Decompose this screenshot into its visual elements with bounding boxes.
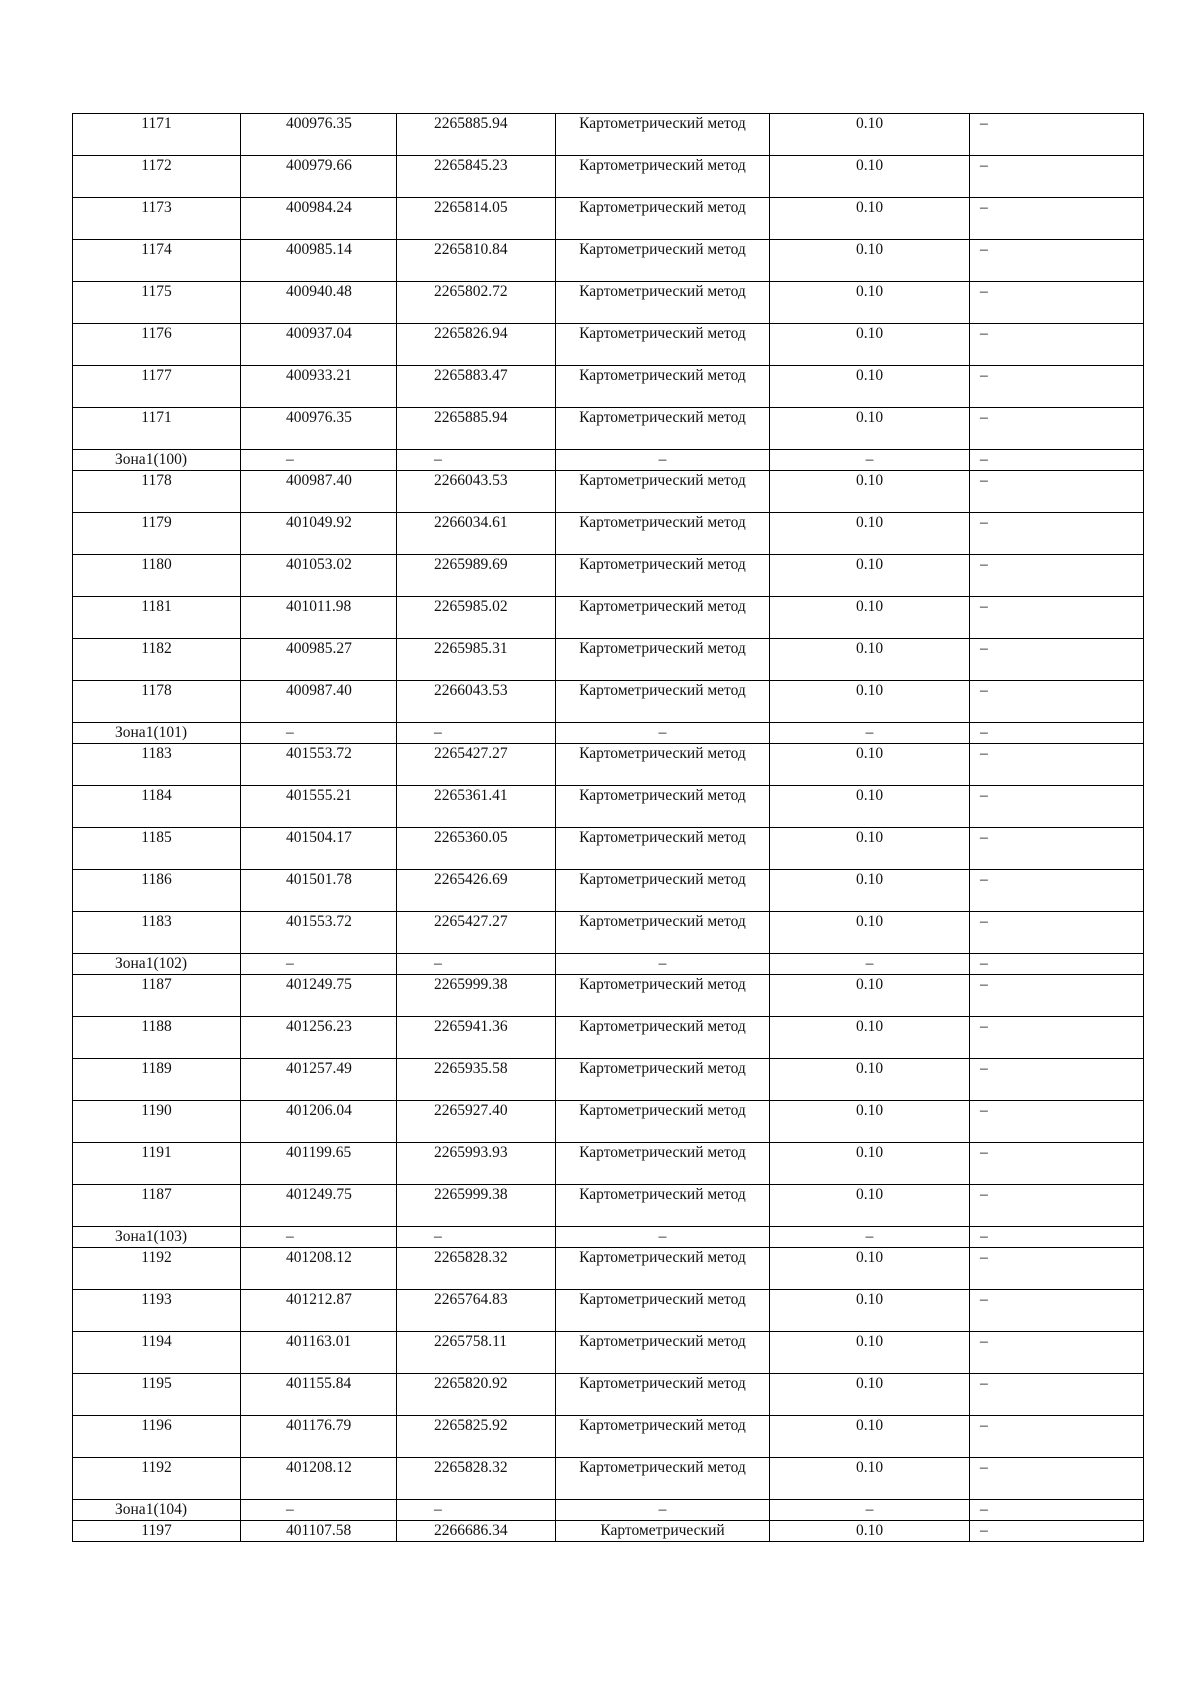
point-number-cell: 1182 — [73, 639, 241, 681]
x-coordinate-cell: 401501.78 — [241, 870, 397, 912]
method-cell: Картометрический метод — [556, 366, 770, 408]
method-cell: Картометрический метод — [556, 555, 770, 597]
method-cell: Картометрический метод — [556, 597, 770, 639]
y-coordinate-cell: 2265427.27 — [397, 912, 556, 954]
y-coordinate-cell: – — [397, 450, 556, 471]
zone-label-cell: Зона1(101) — [73, 723, 241, 744]
x-coordinate-cell: 400987.40 — [241, 471, 397, 513]
y-coordinate-cell: 2265802.72 — [397, 282, 556, 324]
y-coordinate-cell: – — [397, 723, 556, 744]
x-coordinate-cell: 401208.12 — [241, 1248, 397, 1290]
x-coordinate-cell: – — [241, 1227, 397, 1248]
method-cell: – — [556, 450, 770, 471]
accuracy-cell: – — [770, 450, 970, 471]
accuracy-cell: – — [770, 1227, 970, 1248]
y-coordinate-cell: 2265764.83 — [397, 1290, 556, 1332]
point-number-cell: 1191 — [73, 1143, 241, 1185]
x-coordinate-cell: – — [241, 450, 397, 471]
note-cell: – — [970, 975, 1144, 1017]
accuracy-cell: 0.10 — [770, 1101, 970, 1143]
table-row — [73, 1521, 1144, 1542]
accuracy-cell: 0.10 — [770, 870, 970, 912]
zone-label-cell: Зона1(102) — [73, 954, 241, 975]
x-coordinate-cell: 401155.84 — [241, 1374, 397, 1416]
table-row — [73, 1458, 1144, 1500]
accuracy-cell: 0.10 — [770, 555, 970, 597]
x-coordinate-cell: 401257.49 — [241, 1059, 397, 1101]
point-number-cell: 1171 — [73, 114, 241, 156]
zone-label-cell: Зона1(100) — [73, 450, 241, 471]
y-coordinate-cell: – — [397, 1227, 556, 1248]
accuracy-cell: 0.10 — [770, 1416, 970, 1458]
x-coordinate-cell: 401249.75 — [241, 1185, 397, 1227]
method-cell: Картометрический метод — [556, 1374, 770, 1416]
accuracy-cell: 0.10 — [770, 366, 970, 408]
point-number-cell: 1184 — [73, 786, 241, 828]
note-cell: – — [970, 1458, 1144, 1500]
y-coordinate-cell: 2265826.94 — [397, 324, 556, 366]
table-row — [73, 1143, 1144, 1185]
table-row — [73, 975, 1144, 1017]
method-cell: – — [556, 954, 770, 975]
y-coordinate-cell: 2266043.53 — [397, 681, 556, 723]
y-coordinate-cell: 2265427.27 — [397, 744, 556, 786]
accuracy-cell: 0.10 — [770, 156, 970, 198]
zone-header-row — [73, 723, 1144, 744]
accuracy-cell: – — [770, 954, 970, 975]
x-coordinate-cell: 400987.40 — [241, 681, 397, 723]
accuracy-cell: 0.10 — [770, 1458, 970, 1500]
method-cell: Картометрический метод — [556, 282, 770, 324]
zone-header-row — [73, 450, 1144, 471]
method-cell: Картометрический метод — [556, 1101, 770, 1143]
table-row — [73, 1059, 1144, 1101]
note-cell: – — [970, 1185, 1144, 1227]
note-cell: – — [970, 198, 1144, 240]
table-row — [73, 513, 1144, 555]
y-coordinate-cell: 2265825.92 — [397, 1416, 556, 1458]
x-coordinate-cell: – — [241, 1500, 397, 1521]
note-cell: – — [970, 639, 1144, 681]
x-coordinate-cell: 401107.58 — [241, 1521, 397, 1542]
y-coordinate-cell: 2265810.84 — [397, 240, 556, 282]
y-coordinate-cell: – — [397, 1500, 556, 1521]
method-cell: Картометрический метод — [556, 744, 770, 786]
note-cell: – — [970, 1374, 1144, 1416]
accuracy-cell: 0.10 — [770, 786, 970, 828]
note-cell: – — [970, 450, 1144, 471]
method-cell: – — [556, 1500, 770, 1521]
method-cell: Картометрический метод — [556, 1059, 770, 1101]
y-coordinate-cell: 2265941.36 — [397, 1017, 556, 1059]
note-cell: – — [970, 1290, 1144, 1332]
x-coordinate-cell: 401011.98 — [241, 597, 397, 639]
accuracy-cell: 0.10 — [770, 681, 970, 723]
point-number-cell: 1175 — [73, 282, 241, 324]
table-row — [73, 408, 1144, 450]
note-cell: – — [970, 870, 1144, 912]
note-cell: – — [970, 1521, 1144, 1542]
point-number-cell: 1196 — [73, 1416, 241, 1458]
point-number-cell: 1178 — [73, 681, 241, 723]
x-coordinate-cell: 401212.87 — [241, 1290, 397, 1332]
zone-header-row — [73, 1500, 1144, 1521]
method-cell: Картометрический метод — [556, 828, 770, 870]
point-number-cell: 1195 — [73, 1374, 241, 1416]
accuracy-cell: 0.10 — [770, 471, 970, 513]
table-row — [73, 639, 1144, 681]
point-number-cell: 1192 — [73, 1248, 241, 1290]
point-number-cell: 1183 — [73, 744, 241, 786]
y-coordinate-cell: 2265885.94 — [397, 408, 556, 450]
accuracy-cell: 0.10 — [770, 639, 970, 681]
note-cell: – — [970, 912, 1144, 954]
x-coordinate-cell: – — [241, 723, 397, 744]
point-number-cell: 1176 — [73, 324, 241, 366]
point-number-cell: 1173 — [73, 198, 241, 240]
zone-label-cell: Зона1(103) — [73, 1227, 241, 1248]
x-coordinate-cell: 401199.65 — [241, 1143, 397, 1185]
y-coordinate-cell: 2265883.47 — [397, 366, 556, 408]
method-cell: Картометрический — [556, 1521, 770, 1542]
table-row — [73, 240, 1144, 282]
point-number-cell: 1172 — [73, 156, 241, 198]
note-cell: – — [970, 156, 1144, 198]
accuracy-cell: 0.10 — [770, 198, 970, 240]
table-row — [73, 912, 1144, 954]
method-cell: Картометрический метод — [556, 471, 770, 513]
accuracy-cell: 0.10 — [770, 975, 970, 1017]
y-coordinate-cell: 2265361.41 — [397, 786, 556, 828]
note-cell: – — [970, 1332, 1144, 1374]
table-row — [73, 744, 1144, 786]
x-coordinate-cell: 400976.35 — [241, 408, 397, 450]
table-row — [73, 471, 1144, 513]
point-number-cell: 1185 — [73, 828, 241, 870]
y-coordinate-cell: 2265828.32 — [397, 1248, 556, 1290]
method-cell: Картометрический метод — [556, 1416, 770, 1458]
note-cell: – — [970, 366, 1144, 408]
point-number-cell: 1174 — [73, 240, 241, 282]
point-number-cell: 1197 — [73, 1521, 241, 1542]
accuracy-cell: 0.10 — [770, 1143, 970, 1185]
zone-header-row — [73, 1227, 1144, 1248]
accuracy-cell: 0.10 — [770, 1248, 970, 1290]
point-number-cell: 1188 — [73, 1017, 241, 1059]
table-body — [73, 114, 1144, 1542]
table-row — [73, 870, 1144, 912]
y-coordinate-cell: 2265885.94 — [397, 114, 556, 156]
note-cell: – — [970, 1017, 1144, 1059]
point-number-cell: 1180 — [73, 555, 241, 597]
x-coordinate-cell: 400933.21 — [241, 366, 397, 408]
x-coordinate-cell: 401206.04 — [241, 1101, 397, 1143]
y-coordinate-cell: 2265758.11 — [397, 1332, 556, 1374]
table-row — [73, 366, 1144, 408]
method-cell: Картометрический метод — [556, 1458, 770, 1500]
table-row — [73, 1290, 1144, 1332]
accuracy-cell: 0.10 — [770, 1059, 970, 1101]
table-row — [73, 1185, 1144, 1227]
y-coordinate-cell: 2266043.53 — [397, 471, 556, 513]
x-coordinate-cell: 401553.72 — [241, 744, 397, 786]
note-cell: – — [970, 744, 1144, 786]
method-cell: Картометрический метод — [556, 240, 770, 282]
x-coordinate-cell: 401208.12 — [241, 1458, 397, 1500]
table-row — [73, 555, 1144, 597]
point-number-cell: 1193 — [73, 1290, 241, 1332]
method-cell: Картометрический метод — [556, 1290, 770, 1332]
table-row — [73, 1248, 1144, 1290]
x-coordinate-cell: 401053.02 — [241, 555, 397, 597]
note-cell: – — [970, 786, 1144, 828]
point-number-cell: 1183 — [73, 912, 241, 954]
accuracy-cell: 0.10 — [770, 240, 970, 282]
point-number-cell: 1181 — [73, 597, 241, 639]
note-cell: – — [970, 681, 1144, 723]
zone-label-cell: Зона1(104) — [73, 1500, 241, 1521]
accuracy-cell: 0.10 — [770, 912, 970, 954]
y-coordinate-cell: 2266034.61 — [397, 513, 556, 555]
x-coordinate-cell: 401049.92 — [241, 513, 397, 555]
note-cell: – — [970, 513, 1144, 555]
accuracy-cell: 0.10 — [770, 1017, 970, 1059]
point-number-cell: 1178 — [73, 471, 241, 513]
table-row — [73, 1332, 1144, 1374]
method-cell: Картометрический метод — [556, 198, 770, 240]
point-number-cell: 1187 — [73, 1185, 241, 1227]
accuracy-cell: 0.10 — [770, 828, 970, 870]
accuracy-cell: 0.10 — [770, 513, 970, 555]
x-coordinate-cell: 401163.01 — [241, 1332, 397, 1374]
method-cell: Картометрический метод — [556, 786, 770, 828]
y-coordinate-cell: 2265999.38 — [397, 1185, 556, 1227]
note-cell: – — [970, 1500, 1144, 1521]
y-coordinate-cell: 2265985.31 — [397, 639, 556, 681]
x-coordinate-cell: – — [241, 954, 397, 975]
x-coordinate-cell: 400985.27 — [241, 639, 397, 681]
table-row — [73, 1416, 1144, 1458]
accuracy-cell: 0.10 — [770, 1332, 970, 1374]
table-row — [73, 198, 1144, 240]
note-cell: – — [970, 1227, 1144, 1248]
point-number-cell: 1171 — [73, 408, 241, 450]
method-cell: – — [556, 1227, 770, 1248]
x-coordinate-cell: 401504.17 — [241, 828, 397, 870]
method-cell: Картометрический метод — [556, 1332, 770, 1374]
table-row — [73, 156, 1144, 198]
accuracy-cell: 0.10 — [770, 1290, 970, 1332]
note-cell: – — [970, 828, 1144, 870]
x-coordinate-cell: 400985.14 — [241, 240, 397, 282]
x-coordinate-cell: 400976.35 — [241, 114, 397, 156]
method-cell: Картометрический метод — [556, 1017, 770, 1059]
method-cell: Картометрический метод — [556, 870, 770, 912]
y-coordinate-cell: 2266686.34 — [397, 1521, 556, 1542]
accuracy-cell: – — [770, 723, 970, 744]
note-cell: – — [970, 324, 1144, 366]
table-row — [73, 324, 1144, 366]
y-coordinate-cell: 2265927.40 — [397, 1101, 556, 1143]
method-cell: – — [556, 723, 770, 744]
y-coordinate-cell: 2265985.02 — [397, 597, 556, 639]
note-cell: – — [970, 1248, 1144, 1290]
method-cell: Картометрический метод — [556, 513, 770, 555]
accuracy-cell: 0.10 — [770, 1521, 970, 1542]
table-row — [73, 597, 1144, 639]
accuracy-cell: 0.10 — [770, 1185, 970, 1227]
method-cell: Картометрический метод — [556, 1185, 770, 1227]
method-cell: Картометрический метод — [556, 1248, 770, 1290]
method-cell: Картометрический метод — [556, 114, 770, 156]
x-coordinate-cell: 400937.04 — [241, 324, 397, 366]
point-number-cell: 1186 — [73, 870, 241, 912]
point-number-cell: 1177 — [73, 366, 241, 408]
note-cell: – — [970, 1059, 1144, 1101]
note-cell: – — [970, 954, 1144, 975]
point-number-cell: 1192 — [73, 1458, 241, 1500]
point-number-cell: 1187 — [73, 975, 241, 1017]
table-row — [73, 114, 1144, 156]
y-coordinate-cell: 2265993.93 — [397, 1143, 556, 1185]
table-row — [73, 1374, 1144, 1416]
y-coordinate-cell: 2265999.38 — [397, 975, 556, 1017]
accuracy-cell: 0.10 — [770, 744, 970, 786]
note-cell: – — [970, 1416, 1144, 1458]
note-cell: – — [970, 555, 1144, 597]
x-coordinate-cell: 400984.24 — [241, 198, 397, 240]
y-coordinate-cell: 2265828.32 — [397, 1458, 556, 1500]
method-cell: Картометрический метод — [556, 408, 770, 450]
y-coordinate-cell: 2265820.92 — [397, 1374, 556, 1416]
accuracy-cell: 0.10 — [770, 597, 970, 639]
x-coordinate-cell: 400940.48 — [241, 282, 397, 324]
note-cell: – — [970, 471, 1144, 513]
note-cell: – — [970, 240, 1144, 282]
zone-header-row — [73, 954, 1144, 975]
method-cell: Картометрический метод — [556, 324, 770, 366]
x-coordinate-cell: 401256.23 — [241, 1017, 397, 1059]
table-row — [73, 828, 1144, 870]
note-cell: – — [970, 282, 1144, 324]
point-number-cell: 1190 — [73, 1101, 241, 1143]
accuracy-cell: 0.10 — [770, 408, 970, 450]
table-row — [73, 1017, 1144, 1059]
x-coordinate-cell: 401553.72 — [241, 912, 397, 954]
y-coordinate-cell: – — [397, 954, 556, 975]
y-coordinate-cell: 2265426.69 — [397, 870, 556, 912]
note-cell: – — [970, 114, 1144, 156]
x-coordinate-cell: 401249.75 — [241, 975, 397, 1017]
method-cell: Картометрический метод — [556, 681, 770, 723]
accuracy-cell: 0.10 — [770, 114, 970, 156]
x-coordinate-cell: 400979.66 — [241, 156, 397, 198]
note-cell: – — [970, 597, 1144, 639]
table-row — [73, 681, 1144, 723]
method-cell: Картометрический метод — [556, 1143, 770, 1185]
note-cell: – — [970, 1143, 1144, 1185]
x-coordinate-cell: 401555.21 — [241, 786, 397, 828]
accuracy-cell: 0.10 — [770, 282, 970, 324]
table-row — [73, 1101, 1144, 1143]
method-cell: Картометрический метод — [556, 156, 770, 198]
method-cell: Картометрический метод — [556, 639, 770, 681]
method-cell: Картометрический метод — [556, 912, 770, 954]
table-row — [73, 282, 1144, 324]
y-coordinate-cell: 2265814.05 — [397, 198, 556, 240]
y-coordinate-cell: 2265989.69 — [397, 555, 556, 597]
point-number-cell: 1179 — [73, 513, 241, 555]
coordinates-table — [72, 113, 1144, 1542]
note-cell: – — [970, 1101, 1144, 1143]
y-coordinate-cell: 2265935.58 — [397, 1059, 556, 1101]
y-coordinate-cell: 2265360.05 — [397, 828, 556, 870]
point-number-cell: 1189 — [73, 1059, 241, 1101]
table-row — [73, 786, 1144, 828]
x-coordinate-cell: 401176.79 — [241, 1416, 397, 1458]
method-cell: Картометрический метод — [556, 975, 770, 1017]
point-number-cell: 1194 — [73, 1332, 241, 1374]
y-coordinate-cell: 2265845.23 — [397, 156, 556, 198]
accuracy-cell: – — [770, 1500, 970, 1521]
accuracy-cell: 0.10 — [770, 324, 970, 366]
accuracy-cell: 0.10 — [770, 1374, 970, 1416]
note-cell: – — [970, 723, 1144, 744]
note-cell: – — [970, 408, 1144, 450]
